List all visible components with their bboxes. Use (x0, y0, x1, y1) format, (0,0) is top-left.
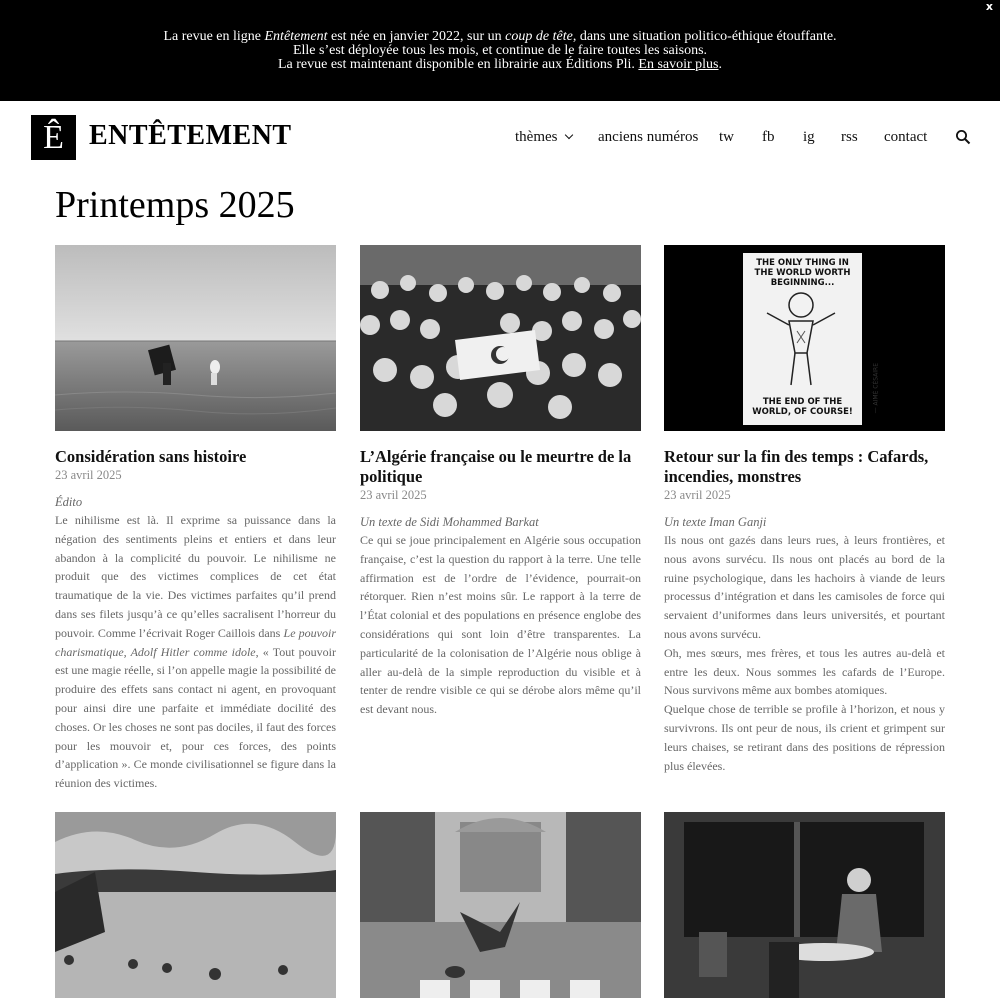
announcement-banner (0, 0, 1000, 101)
poster-top-text: THE ONLY THING IN THE WORLD WORTH BEGINNING... (754, 258, 851, 288)
learn-more-link[interactable]: En savoir plus (638, 57, 719, 72)
site-logo-text[interactable]: ENTÊTEMENT (89, 120, 292, 151)
article-image-lake[interactable] (55, 812, 336, 998)
article-author: Un texte de Sidi Mohammed Barkat (360, 515, 539, 529)
banner-line-1: La revue en ligne Entêtement est née en janvier 2022, sur un coup de tête, dans une situation politico-éthique étouffante. (163, 29, 837, 44)
article-image-sea[interactable] (55, 245, 336, 431)
article-image-cafe[interactable] (664, 812, 945, 998)
article-card (360, 245, 641, 719)
article-title[interactable]: L’Algérie française ou le meurtre de la politique (360, 447, 632, 486)
poster-side-text: — AIMÉ CÉSAIRE (872, 363, 879, 414)
chevron-down-icon (564, 131, 572, 139)
banner-line-2: Elle s’est déployée tous les mois, et continue de le faire toutes les saisons. (292, 43, 708, 58)
nav-anciens-numeros[interactable]: anciens numéros (598, 129, 699, 145)
banner-line-3: La revue est maintenant disponible en librairie aux Éditions Pli. En savoir plus. (277, 57, 723, 72)
poster (743, 253, 879, 425)
article-card (55, 245, 336, 793)
nav-rss[interactable]: rss (841, 129, 858, 145)
close-icon[interactable]: x (985, 0, 993, 13)
article-excerpt: Ils nous ont gazés dans leurs rues, à leurs frontières, et nous avons survécu. Ils nous ont placés au bord de la ruine psychologique, dans les hachoirs à viande de leurs processus d’intégration et dans les camisoles de force qui servaient d’uniformes dans leurs universités, et pourtant nous avons survécu. Oh, mes sœurs, mes frères, et tous les autres au-delà et entre les deux. Nous sommes les cafards de l’Europe. Nous survivons même aux bombes atomiques. Quelque chose de terrible se profile à l’horizon, et nous y survivrons. Ils ont peur de nous, ils crient et grimpent sur leurs chaises, se retirant dans des positions de répression plus élevées. (664, 533, 945, 773)
logo-icon[interactable]: Ê (31, 115, 76, 160)
article-image-street[interactable] (360, 812, 641, 998)
article-author: Édito (55, 495, 83, 509)
site-header (0, 101, 1000, 173)
nav-themes[interactable]: thèmes (515, 129, 572, 146)
article-author: Un texte Iman Ganji (664, 515, 767, 529)
nav-twitter[interactable]: tw (719, 129, 734, 145)
article-excerpt: Ce qui se joue principalement en Algérie sous occupation française, c’est la question du rapport à la terre. Une telle affirmation est de l’ordre de l’évidence, pourrait-on rétorquer. Rien n’est moins sûr. Le rapport à la terre de l’État colonial et des populations en présence englobe des considérations qui sont loin d’être transparentes. La particularité de la colonisation de l’Algérie nous oblige à aller au-delà de la simple reproduction du visible et à tenter de rendre visible ce qui se dérobe alors même qu’il est devant nous. (360, 533, 641, 717)
poster-figure-icon (761, 291, 841, 389)
search-icon[interactable] (955, 129, 971, 145)
nav-instagram[interactable]: ig (803, 129, 815, 145)
nav-facebook[interactable]: fb (762, 129, 775, 145)
article-card (664, 245, 945, 775)
article-title[interactable]: Retour sur la fin des temps : Cafards, incendies, monstres (664, 447, 929, 486)
poster-bottom-text: THE END OF THE WORLD, OF COURSE! (752, 397, 853, 417)
page-title: Printemps 2025 (55, 184, 295, 226)
article-date: 23 avril 2025 (360, 488, 427, 502)
article-date: 23 avril 2025 (664, 488, 731, 502)
article-image-poster[interactable] (664, 245, 945, 431)
nav-contact[interactable]: contact (884, 129, 928, 145)
article-card (55, 812, 336, 998)
article-card (664, 812, 945, 998)
article-date: 23 avril 2025 (55, 468, 122, 482)
article-excerpt: Le nihilisme est là. Il exprime sa puissance dans la négation des sentiments pleins et entiers et dans leur abandon à la complicité du pouvoir. Le nihilisme ne produit que des victimes complices de cet état traumatique de la vie. Des victimes parfaites qu’il prend dans ses filets jusqu’à ce qu’elles sacralisent l’horreur du pouvoir. Comme l’écrivait Roger Caillois dans Le pouvoir charismatique, Adolf Hitler comme idole, « Tout pouvoir est une magie réelle, si l’on appelle magie la possibilité de produire des effets sans contact ni agent, en provoquant pour ainsi dire une parfaite et immédiate docilité des choses. Or les choses ne sont pas dociles, il faut des forces pour les mouvoir et, pour ces forces, des points d’application ». Ce monde civilisationnel se figure dans la réunion des victimes. (55, 513, 336, 791)
article-image-crowd[interactable] (360, 245, 641, 431)
article-title[interactable]: Considération sans histoire (55, 447, 247, 466)
article-card (360, 812, 641, 998)
